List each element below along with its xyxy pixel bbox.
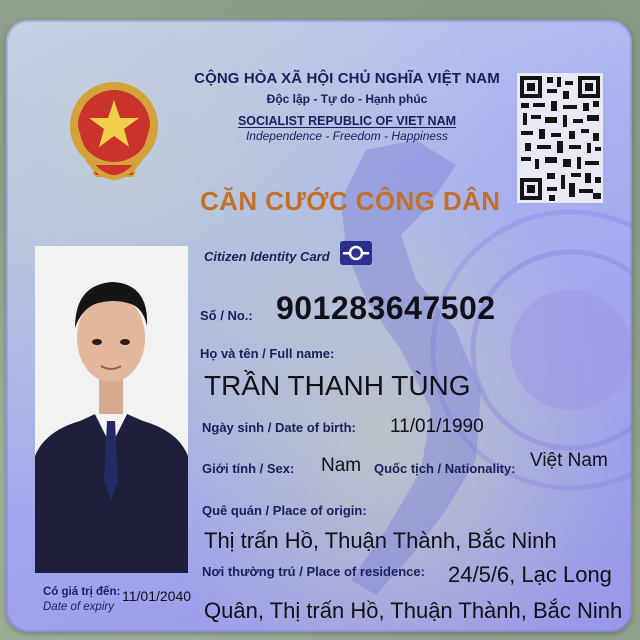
card-title-vi: CĂN CƯỚC CÔNG DÂN: [200, 186, 501, 216]
expiry-label-en: Date of expiry: [43, 601, 114, 613]
country-name-en: SOCIALIST REPUBLIC OF VIET NAM: [237, 114, 457, 128]
id-number: 901283647502: [276, 290, 496, 326]
national-emblem-icon: [66, 78, 162, 218]
origin-label: Quê quán / Place of origin:: [202, 503, 367, 518]
residence-label: Nơi thường trú / Place of residence:: [202, 564, 425, 579]
residence-line1: 24/5/6, Lạc Long: [448, 562, 612, 587]
person-silhouette-icon: [35, 246, 188, 573]
expiry-label: [43, 585, 120, 615]
motto-vi: Độc lập - Tự do - Hạnh phúc: [266, 92, 428, 106]
nationality-label: Quốc tịch / Nationality:: [374, 461, 516, 476]
full-name-label: Họ và tên / Full name:: [200, 346, 335, 361]
sex-label: Giới tính / Sex:: [202, 461, 295, 476]
origin-value: Thị trấn Hồ, Thuận Thành, Bắc Ninh: [204, 528, 557, 553]
motto-en: Independence - Freedom - Happiness: [245, 129, 449, 143]
portrait-photo: [35, 246, 188, 573]
card-title-en: Citizen Identity Card: [204, 249, 330, 264]
chip-icon: [339, 240, 373, 266]
id-card: [6, 20, 632, 632]
id-number-label: Số / No.:: [200, 308, 253, 323]
sex-value: Nam: [321, 455, 362, 476]
dob-value: 11/01/1990: [390, 416, 484, 437]
full-name: TRẦN THANH TÙNG: [204, 370, 471, 401]
nationality-value: Việt Nam: [530, 450, 608, 471]
expiry-value: 11/01/2040: [122, 588, 192, 604]
card-header: [182, 70, 512, 143]
dob-label: Ngày sinh / Date of birth:: [202, 420, 356, 435]
expiry-label-vi: Có giá trị đến:: [43, 586, 121, 598]
country-name-vi: CỘNG HÒA XÃ HỘI CHỦ NGHĨA VIỆT NAM: [194, 70, 500, 87]
residence-line2: Quân, Thị trấn Hồ, Thuận Thành, Bắc Ninh: [204, 598, 623, 623]
qr-code-icon: [517, 73, 603, 203]
